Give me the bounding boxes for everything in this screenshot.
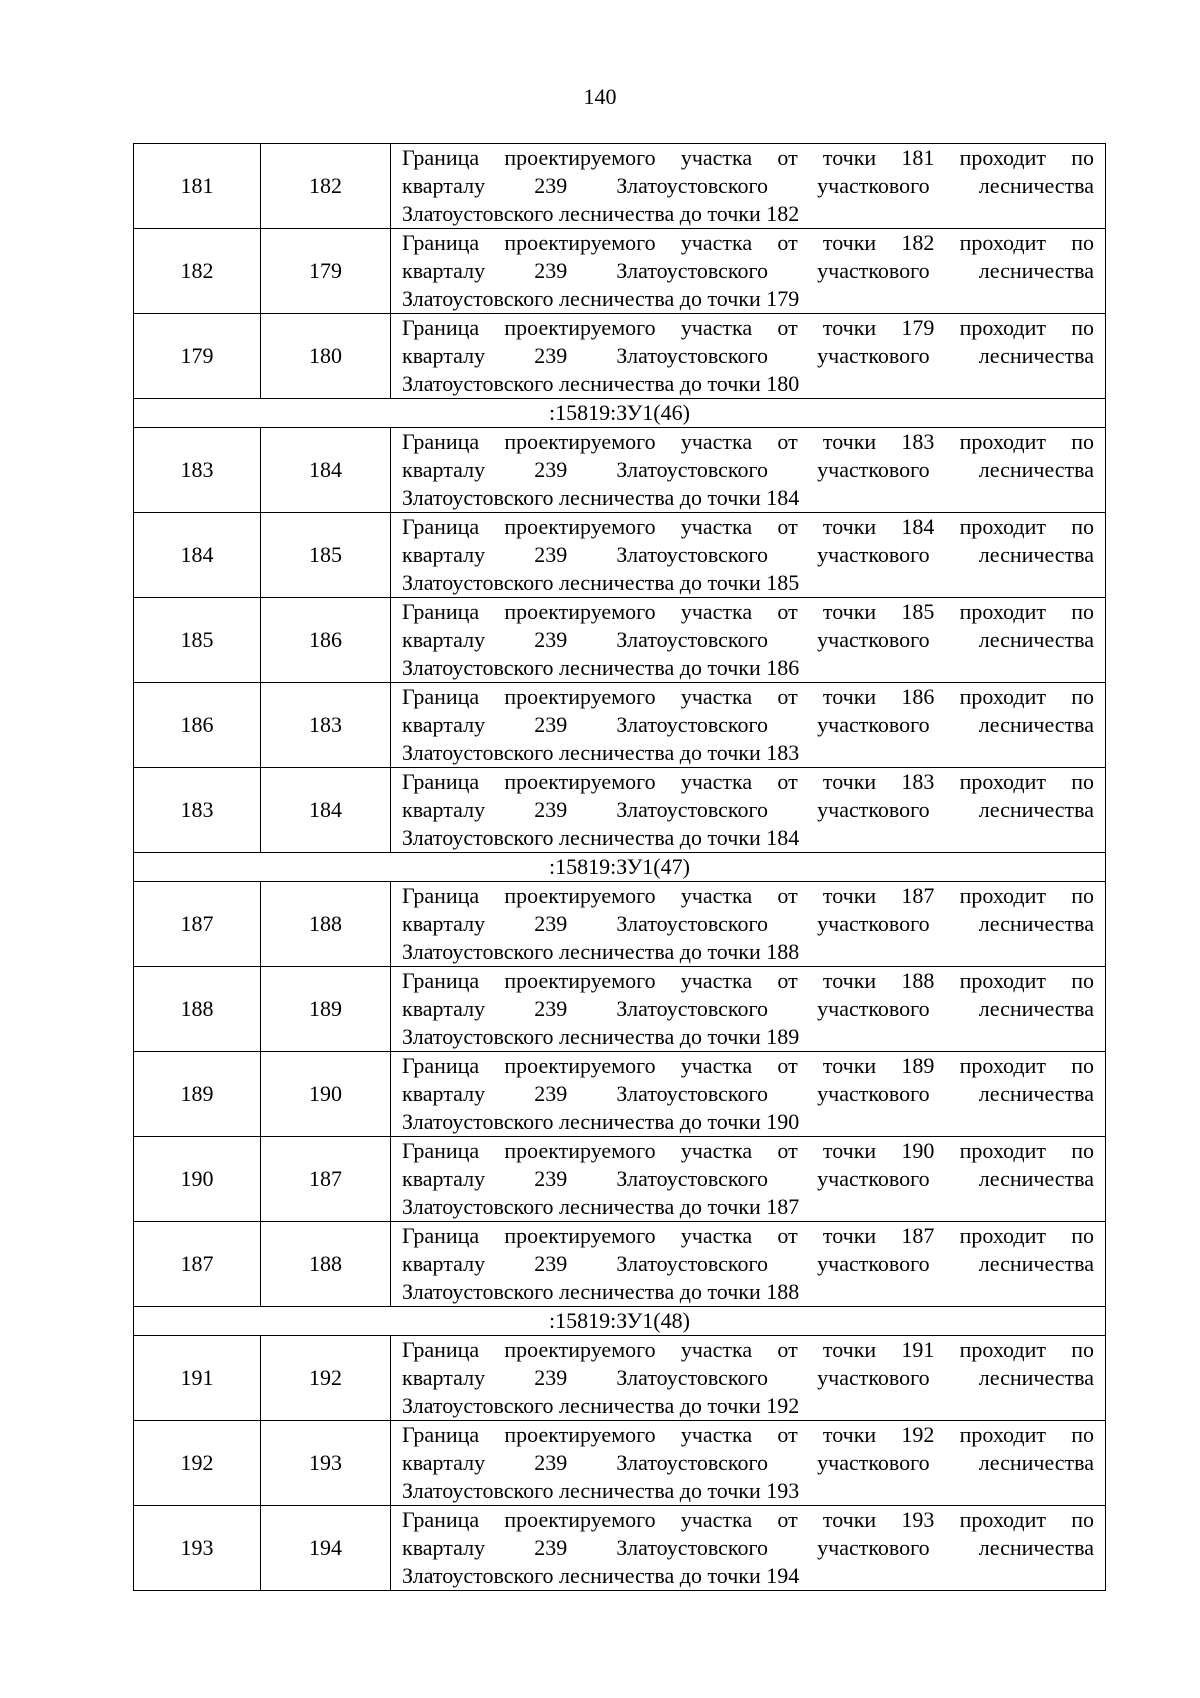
description-line: кварталу 239 Златоустовского участкового лесничества [402,996,1094,1021]
boundary-description-cell [391,882,1106,967]
description-line: Граница проектируемого участка от точки 188 проходит по [402,968,1094,993]
boundary-description-cell [391,1222,1106,1307]
to-point-cell: 184 [261,428,391,513]
to-point-cell: 186 [261,598,391,683]
boundary-description-cell [391,1052,1106,1137]
from-point-cell: 187 [134,1222,261,1307]
table-row [134,513,1106,598]
description-line: Златоустовского лесничества до точки 188 [402,939,800,964]
boundary-description-cell [391,513,1106,598]
description-line: Златоустовского лесничества до точки 183 [402,740,800,765]
to-point-cell: 189 [261,967,391,1052]
description-line: кварталу 239 Златоустовского участкового лесничества [402,911,1094,936]
to-point-cell: 193 [261,1421,391,1506]
description-line: Граница проектируемого участка от точки 187 проходит по [402,1223,1094,1248]
to-point-cell: 188 [261,1222,391,1307]
description-line: Граница проектируемого участка от точки 185 проходит по [402,599,1094,624]
to-point-cell: 192 [261,1336,391,1421]
description-line: кварталу 239 Златоустовского участкового лесничества [402,343,1094,368]
to-point-cell: 180 [261,314,391,399]
to-point-cell: 188 [261,882,391,967]
description-line: Златоустовского лесничества до точки 185 [402,570,800,595]
group-title: :15819:ЗУ1(48) [134,1307,1106,1336]
description-line: Граница проектируемого участка от точки 186 проходит по [402,684,1094,709]
description-line: Граница проектируемого участка от точки 192 проходит по [402,1422,1094,1447]
group-title: :15819:ЗУ1(46) [134,399,1106,428]
table-row [134,1506,1106,1591]
description-line: кварталу 239 Златоустовского участкового лесничества [402,457,1094,482]
boundary-description-cell [391,144,1106,229]
description-line: Граница проектируемого участка от точки 182 проходит по [402,230,1094,255]
description-line: Златоустовского лесничества до точки 182 [402,201,800,226]
to-point-cell: 183 [261,683,391,768]
to-point-cell: 190 [261,1052,391,1137]
from-point-cell: 190 [134,1137,261,1222]
from-point-cell: 184 [134,513,261,598]
table-row [134,768,1106,853]
boundary-description-cell [391,1506,1106,1591]
group-title: :15819:ЗУ1(47) [134,853,1106,882]
description-line: Златоустовского лесничества до точки 186 [402,655,800,680]
from-point-cell: 193 [134,1506,261,1591]
table-row [134,1137,1106,1222]
table-row [134,1421,1106,1506]
description-line: Златоустовского лесничества до точки 188 [402,1279,800,1304]
description-line: Златоустовского лесничества до точки 180 [402,371,800,396]
table-row [134,1222,1106,1307]
from-point-cell: 188 [134,967,261,1052]
description-line: кварталу 239 Златоустовского участкового лесничества [402,627,1094,652]
to-point-cell: 185 [261,513,391,598]
group-header-row [134,1307,1106,1336]
boundary-description-cell [391,1421,1106,1506]
table-row [134,229,1106,314]
table-row [134,428,1106,513]
table-body [134,144,1106,1591]
to-point-cell: 182 [261,144,391,229]
to-point-cell: 187 [261,1137,391,1222]
page-number: 140 [583,84,617,109]
description-line: Златоустовского лесничества до точки 189 [402,1024,800,1049]
from-point-cell: 191 [134,1336,261,1421]
description-line: кварталу 239 Златоустовского участкового лесничества [402,1365,1094,1390]
boundary-description-cell [391,1137,1106,1222]
description-line: кварталу 239 Златоустовского участкового лесничества [402,797,1094,822]
table-row [134,314,1106,399]
table-row [134,683,1106,768]
from-point-cell: 183 [134,768,261,853]
description-line: кварталу 239 Златоустовского участкового лесничества [402,1081,1094,1106]
to-point-cell: 179 [261,229,391,314]
description-line: Граница проектируемого участка от точки 190 проходит по [402,1138,1094,1163]
description-line: кварталу 239 Златоустовского участкового лесничества [402,542,1094,567]
description-line: Златоустовского лесничества до точки 179 [402,286,800,311]
to-point-cell: 194 [261,1506,391,1591]
description-line: Златоустовского лесничества до точки 184 [402,825,800,850]
table-row [134,144,1106,229]
description-line: Златоустовского лесничества до точки 187 [402,1194,800,1219]
from-point-cell: 185 [134,598,261,683]
description-line: кварталу 239 Златоустовского участкового лесничества [402,1251,1094,1276]
description-line: Граница проектируемого участка от точки 187 проходит по [402,883,1094,908]
description-line: Златоустовского лесничества до точки 184 [402,485,800,510]
description-line: Златоустовского лесничества до точки 192 [402,1393,800,1418]
from-point-cell: 187 [134,882,261,967]
boundary-description-table [133,143,1106,1591]
from-point-cell: 186 [134,683,261,768]
table-row [134,1336,1106,1421]
boundary-description-cell [391,229,1106,314]
description-line: Граница проектируемого участка от точки 189 проходит по [402,1053,1094,1078]
description-line: Златоустовского лесничества до точки 190 [402,1109,800,1134]
group-header-row [134,399,1106,428]
description-line: Граница проектируемого участка от точки 184 проходит по [402,514,1094,539]
description-line: кварталу 239 Златоустовского участкового лесничества [402,258,1094,283]
boundary-description-cell [391,967,1106,1052]
boundary-description-cell [391,314,1106,399]
to-point-cell: 184 [261,768,391,853]
table-row [134,882,1106,967]
description-line: Граница проектируемого участка от точки 181 проходит по [402,145,1094,170]
boundary-description-cell [391,683,1106,768]
from-point-cell: 192 [134,1421,261,1506]
boundary-description-cell [391,428,1106,513]
group-header-row [134,853,1106,882]
from-point-cell: 189 [134,1052,261,1137]
description-line: кварталу 239 Златоустовского участкового лесничества [402,1166,1094,1191]
description-line: Граница проектируемого участка от точки 193 проходит по [402,1507,1094,1532]
description-line: кварталу 239 Златоустовского участкового лесничества [402,173,1094,198]
description-line: Граница проектируемого участка от точки 191 проходит по [402,1337,1094,1362]
table-row [134,598,1106,683]
description-line: кварталу 239 Златоустовского участкового лесничества [402,1450,1094,1475]
boundary-description-cell [391,768,1106,853]
description-line: Граница проектируемого участка от точки 183 проходит по [402,769,1094,794]
from-point-cell: 181 [134,144,261,229]
description-line: Златоустовского лесничества до точки 194 [402,1563,800,1588]
from-point-cell: 179 [134,314,261,399]
description-line: Златоустовского лесничества до точки 193 [402,1478,800,1503]
description-line: кварталу 239 Златоустовского участкового лесничества [402,712,1094,737]
boundary-description-cell [391,1336,1106,1421]
from-point-cell: 183 [134,428,261,513]
description-line: Граница проектируемого участка от точки 179 проходит по [402,315,1094,340]
table-row [134,1052,1106,1137]
from-point-cell: 182 [134,229,261,314]
description-line: кварталу 239 Златоустовского участкового лесничества [402,1535,1094,1560]
description-line: Граница проектируемого участка от точки 183 проходит по [402,429,1094,454]
table-row [134,967,1106,1052]
boundary-description-cell [391,598,1106,683]
